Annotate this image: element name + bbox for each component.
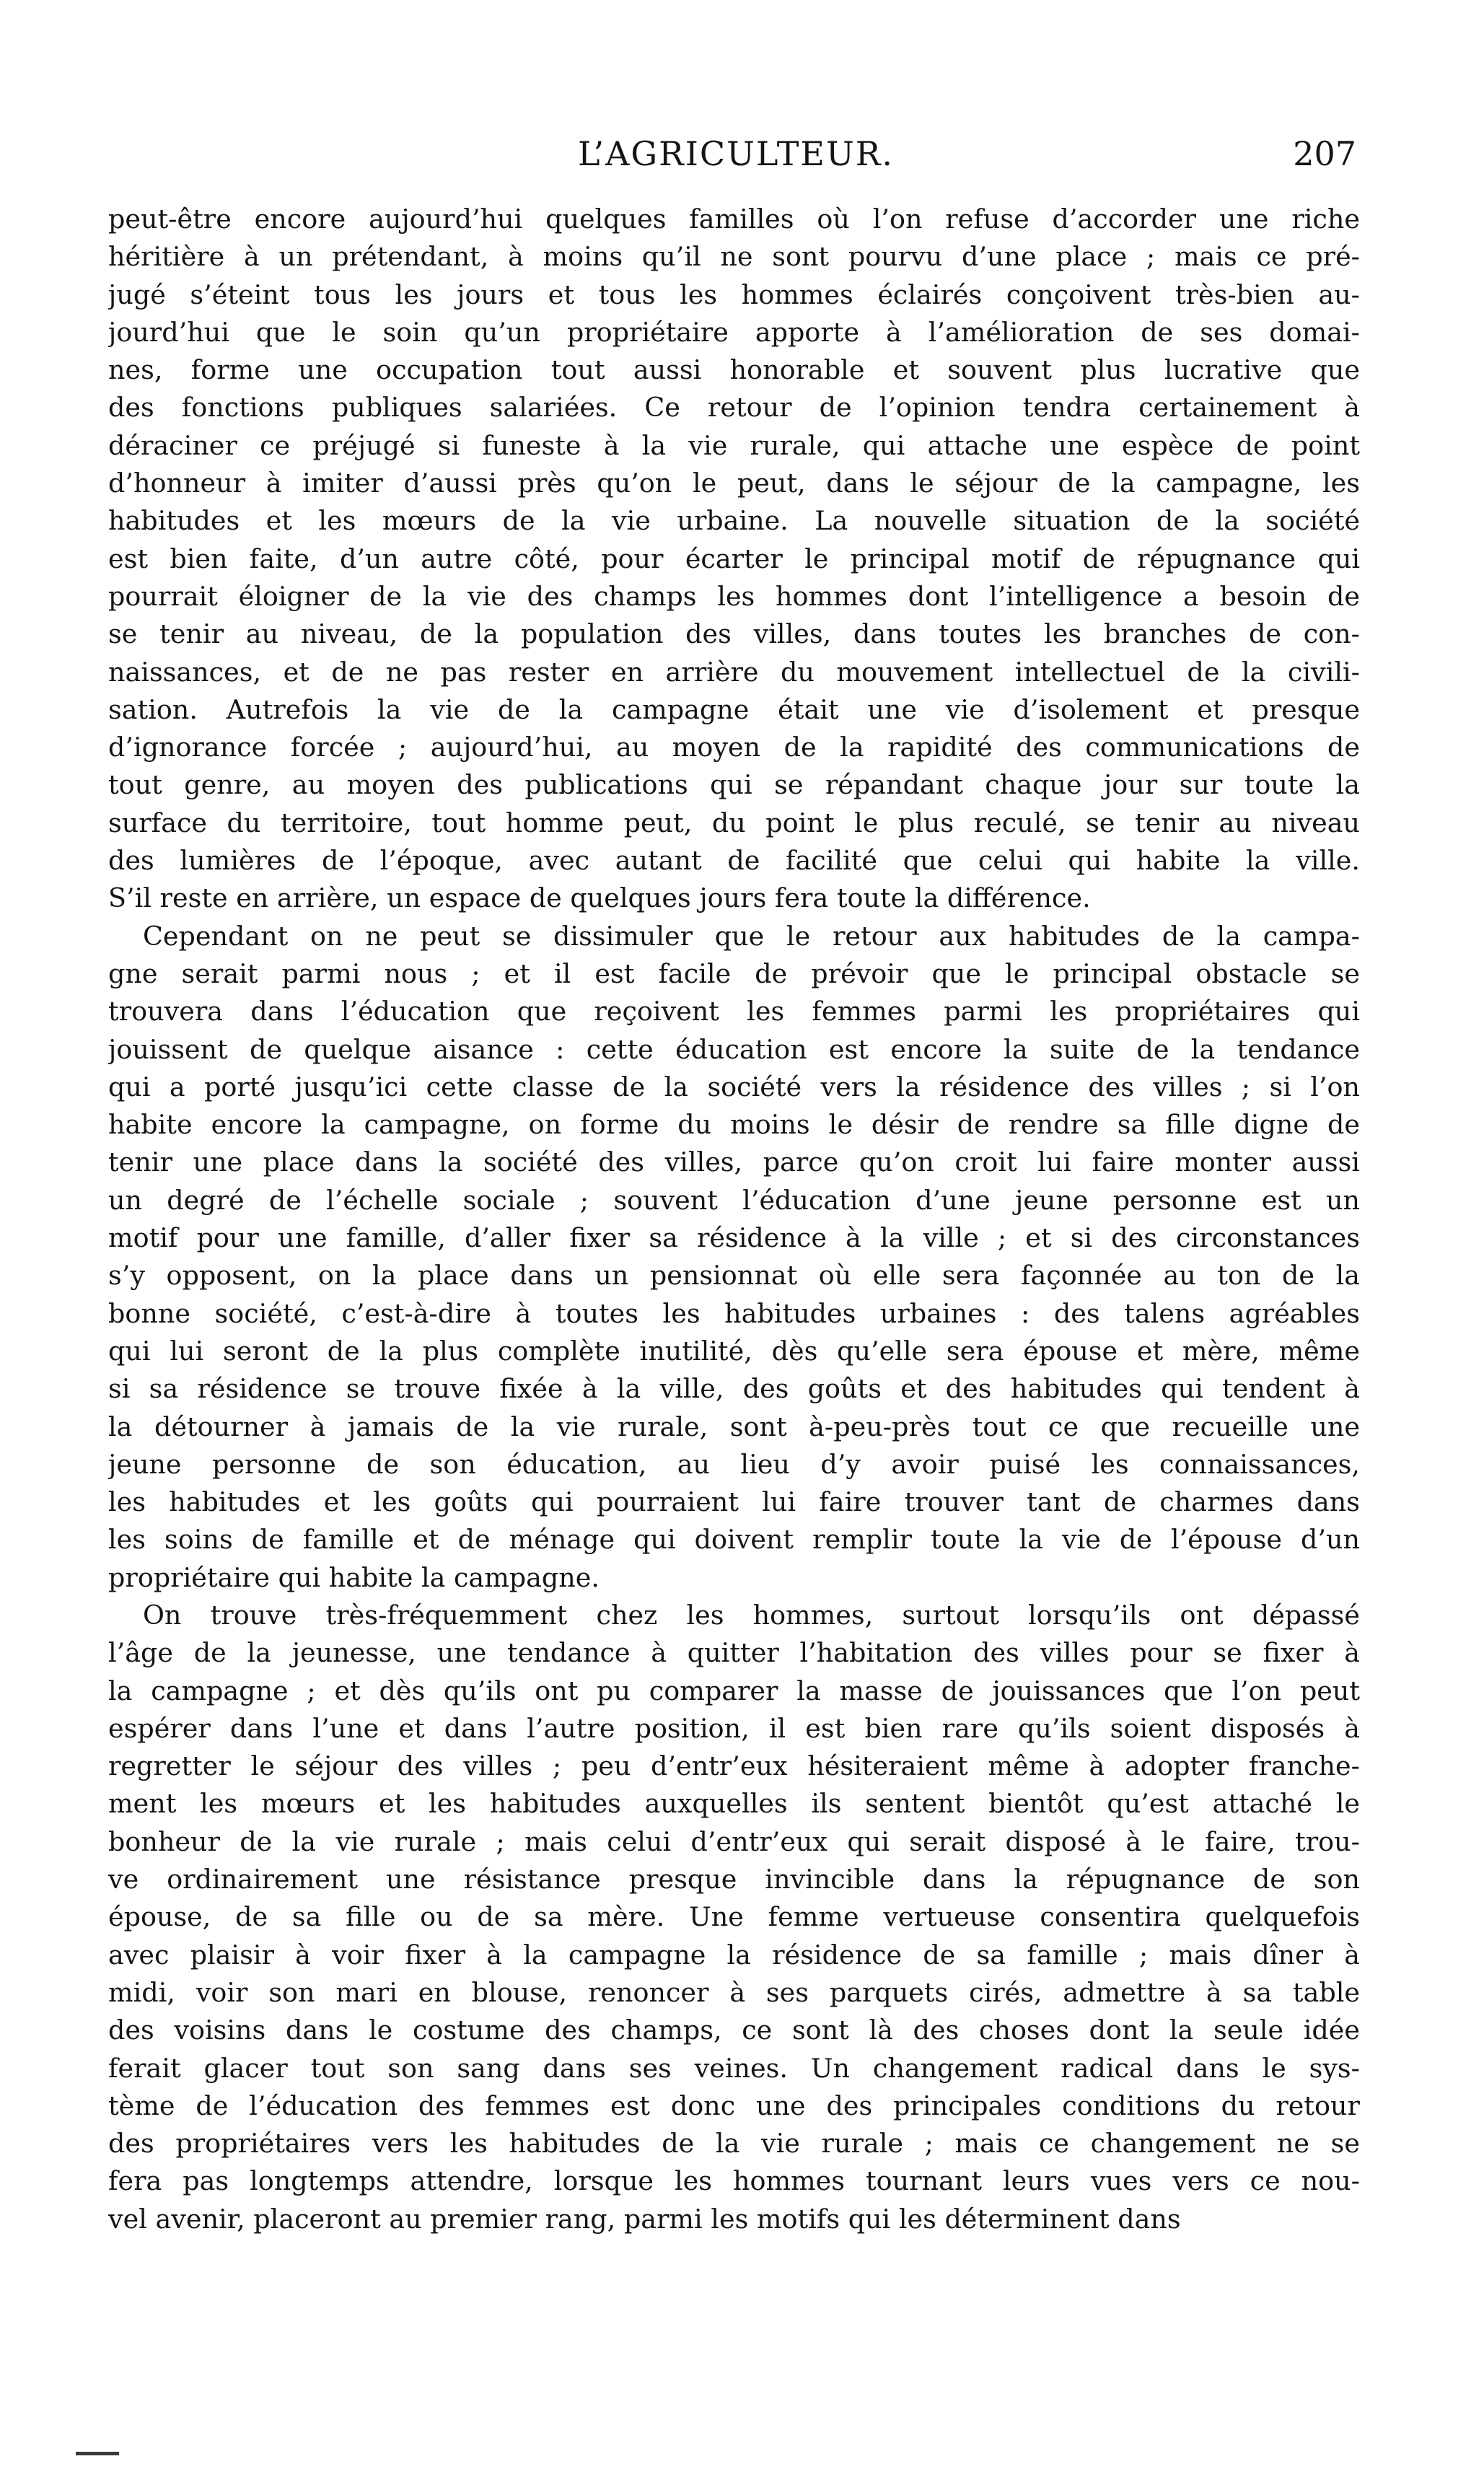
page-header [115, 128, 1356, 179]
text-line: ment les mœurs et les habitudes auxquelles ils sentent bientôt qu’est attaché le [108, 1788, 1360, 1820]
text-line: des lumières de l’époque, avec autant de facilité que celui qui habite la ville. [108, 845, 1360, 877]
text-line: avec plaisir à voir fixer à la campagne la résidence de sa famille ; mais dîner à [108, 1939, 1360, 1970]
text-line: déraciner ce préjugé si funeste à la vie rurale, qui attache une espèce de point [108, 429, 1360, 461]
text-line: espérer dans l’une et dans l’autre position, il est bien rare qu’ils soient disposés à [108, 1712, 1360, 1744]
text-line: peut-être encore aujourd’hui quelques familles où l’on refuse d’accorder une riche [108, 203, 1360, 234]
text-line: les habitudes et les goûts qui pourraient lui faire trouver tant de charmes dans [108, 1486, 1360, 1518]
text-line: si sa résidence se trouve fixée à la ville, des goûts et des habitudes qui tendent à [108, 1373, 1360, 1405]
text-line: ferait glacer tout son sang dans ses veines. Un changement radical dans le sys- [108, 2052, 1360, 2084]
body-text [108, 201, 1360, 2238]
running-title: L’AGRICULTEUR. [578, 134, 894, 173]
text-line: l’âge de la jeunesse, une tendance à quitter l’habitation des villes pour se fixer à [108, 1637, 1360, 1669]
text-line: s’y opposent, on la place dans un pensionnat où elle sera façonnée au ton de la [108, 1260, 1360, 1292]
text-line: habite encore la campagne, on forme du moins le désir de rendre sa fille digne de [108, 1109, 1360, 1141]
paragraph [108, 918, 1360, 1597]
text-line: nes, forme une occupation tout aussi honorable et souvent plus lucrative que [108, 354, 1360, 386]
text-line: des propriétaires vers les habitudes de la vie rurale ; mais ce changement ne se [108, 2128, 1360, 2160]
paragraph [108, 201, 1360, 918]
text-line: un degré de l’échelle sociale ; souvent l’éducation d’une jeune personne est un [108, 1184, 1360, 1216]
text-line: surface du territoire, tout homme peut, du point le plus reculé, se tenir au niveau [108, 807, 1360, 838]
text-line: est bien faite, d’un autre côté, pour écarter le principal motif de répugnance qui [108, 543, 1360, 574]
text-line: midi, voir son mari en blouse, renoncer à ses parquets cirés, admettre à sa table [108, 1976, 1360, 2008]
paragraph [108, 1597, 1360, 2238]
page-edge-mark [76, 2452, 119, 2455]
text-line: des voisins dans le costume des champs, ce sont là des choses dont la seule idée [108, 2015, 1360, 2046]
text-line: bonheur de la vie rurale ; mais celui d’entr’eux qui serait disposé à le faire, trou- [108, 1825, 1360, 1857]
text-line: bonne société, c’est-à-dire à toutes les habitudes urbaines : des talens agréables [108, 1297, 1360, 1329]
text-line: vel avenir, placeront au premier rang, parmi les motifs qui les déterminent dans [108, 2203, 1181, 2235]
text-line: se tenir au niveau, de la population des villes, dans toutes les branches de con- [108, 618, 1360, 650]
text-line: jourd’hui que le soin qu’un propriétaire apporte à l’amélioration de ses domai- [108, 316, 1360, 348]
text-line: S’il reste en arrière, un espace de quelques jours fera toute la différence. [108, 882, 1091, 914]
text-line: épouse, de sa fille ou de sa mère. Une femme vertueuse consentira quelquefois [108, 1901, 1360, 1933]
text-line: héritière à un prétendant, à moins qu’il ne sont pourvu d’une place ; mais ce pré- [108, 241, 1360, 273]
text-line: jouissent de quelque aisance : cette éducation est encore la suite de la tendance [108, 1033, 1360, 1065]
text-line: la détourner à jamais de la vie rurale, sont à-peu-près tout ce que recueille une [108, 1411, 1360, 1442]
text-line: Cependant on ne peut se dissimuler que le retour aux habitudes de la campa- [143, 920, 1360, 952]
text-line: les soins de famille et de ménage qui doivent remplir toute la vie de l’épouse d’un [108, 1524, 1360, 1556]
page-number: 207 [1293, 134, 1356, 173]
text-line: d’honneur à imiter d’aussi près qu’on le peut, dans le séjour de la campagne, les [108, 468, 1360, 499]
text-line: On trouve très-fréquemment chez les hommes, surtout lorsqu’ils ont dépassé [143, 1599, 1360, 1631]
text-line: qui a porté jusqu’ici cette classe de la société vers la résidence des villes ; si l’on [108, 1071, 1360, 1102]
text-line: tout genre, au moyen des publications qui se répandant chaque jour sur toute la [108, 769, 1360, 801]
text-line: pourrait éloigner de la vie des champs les hommes dont l’intelligence a besoin de [108, 580, 1360, 612]
text-line: regretter le séjour des villes ; peu d’entr’eux hésiteraient même à adopter franche- [108, 1750, 1360, 1782]
text-line: des fonctions publiques salariées. Ce retour de l’opinion tendra certainement à [108, 392, 1360, 424]
text-line: tème de l’éducation des femmes est donc une des principales conditions du retour [108, 2090, 1360, 2121]
text-line: motif pour une famille, d’aller fixer sa résidence à la ville ; et si des circonstances [108, 1222, 1360, 1254]
text-line: fera pas longtemps attendre, lorsque les hommes tournant leurs vues vers ce nou- [108, 2165, 1360, 2197]
text-line: qui lui seront de la plus complète inutilité, dès qu’elle sera épouse et mère, même [108, 1335, 1360, 1367]
text-line: d’ignorance forcée ; aujourd’hui, au moyen de la rapidité des communications de [108, 732, 1360, 763]
text-line: gne serait parmi nous ; et il est facile de prévoir que le principal obstacle se [108, 957, 1360, 989]
text-line: jeune personne de son éducation, au lieu d’y avoir puisé les connaissances, [108, 1448, 1360, 1480]
text-line: tenir une place dans la société des villes, parce qu’on croit lui faire monter aussi [108, 1147, 1360, 1178]
text-line: habitudes et les mœurs de la vie urbaine. La nouvelle situation de la société [108, 505, 1360, 537]
text-line: ve ordinairement une résistance presque invincible dans la répugnance de son [108, 1864, 1360, 1895]
text-line: sation. Autrefois la vie de la campagne était une vie d’isolement et presque [108, 693, 1360, 725]
text-line: jugé s’éteint tous les jours et tous les hommes éclairés conçoivent très-bien au- [108, 279, 1360, 310]
text-line: trouvera dans l’éducation que reçoivent les femmes parmi les propriétaires qui [108, 996, 1360, 1027]
text-line: propriétaire qui habite la campagne. [108, 1561, 600, 1593]
text-line: naissances, et de ne pas rester en arrière du mouvement intellectuel de la civili- [108, 656, 1360, 688]
text-line: la campagne ; et dès qu’ils ont pu comparer la masse de jouissances que l’on peut [108, 1675, 1360, 1706]
